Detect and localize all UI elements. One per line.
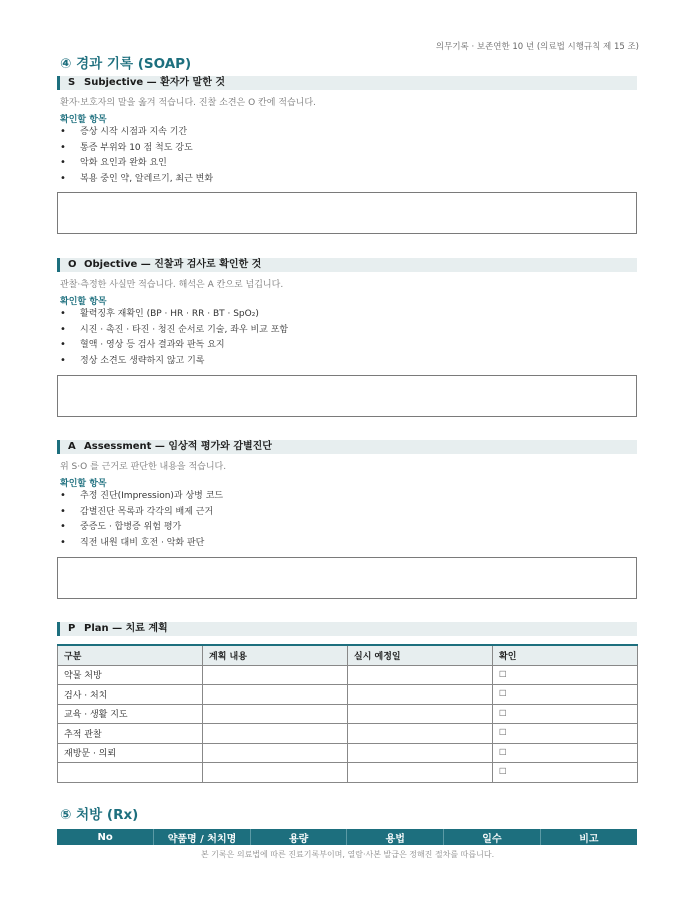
plan-date-cell[interactable] — [348, 704, 493, 724]
plan-content-cell[interactable] — [203, 743, 348, 763]
plan-category-cell: 검사 · 처치 — [58, 685, 203, 705]
column-header: 확인 — [493, 645, 638, 665]
assessment-check-label: 확인할 항목 — [60, 479, 107, 489]
column-header: 용량 — [250, 829, 347, 845]
plan-date-cell[interactable] — [348, 724, 493, 744]
column-header: 계획 내용 — [203, 645, 348, 665]
subjective-heading — [57, 76, 637, 90]
rx-table — [57, 829, 637, 845]
column-header: 용법 — [347, 829, 444, 845]
assessment-input-box[interactable] — [57, 557, 637, 599]
plan-category-cell: 재방문 · 의뢰 — [58, 743, 203, 763]
list-item: • 중증도 · 합병증 위험 평가 — [60, 519, 223, 535]
objective-heading — [57, 258, 637, 272]
confirm-checkbox[interactable]: ☐ — [493, 665, 638, 685]
section-code: P — [68, 623, 76, 634]
list-item: • 혈액 · 영상 등 검사 결과와 판독 요지 — [60, 337, 288, 353]
subjective-description: 환자·보호자의 말을 옮겨 적습니다. 진찰 소견은 O 칸에 적습니다. — [60, 98, 316, 108]
table-row — [58, 724, 638, 744]
subjective-checklist — [60, 124, 213, 186]
assessment-checklist — [60, 488, 223, 550]
objective-description: 관찰·측정한 사실만 적습니다. 해석은 A 칸으로 넘깁니다. — [60, 280, 284, 290]
list-item: • 정상 소견도 생략하지 않고 기록 — [60, 353, 288, 369]
section-code: S — [68, 77, 76, 88]
confirm-checkbox[interactable]: ☐ — [493, 763, 638, 783]
table-row — [58, 743, 638, 763]
list-item: • 복용 중인 약, 알레르기, 최근 변화 — [60, 171, 213, 187]
page-footer-note: 본 기록은 의료법에 따른 진료기록부이며, 열람·사본 발급은 정해진 절차를 따릅니다. — [200, 850, 495, 859]
table-header-row — [58, 645, 638, 665]
plan-category-cell: 약물 처방 — [58, 665, 203, 685]
table-row — [58, 763, 638, 783]
table-row — [58, 685, 638, 705]
plan-date-cell[interactable] — [348, 665, 493, 685]
list-item: • 추정 진단(Impression)과 상병 코드 — [60, 488, 223, 504]
table-header-row — [57, 829, 637, 845]
objective-check-label: 확인할 항목 — [60, 297, 107, 307]
subjective-check-label: 확인할 항목 — [60, 115, 107, 125]
plan-content-cell[interactable] — [203, 763, 348, 783]
plan-date-cell[interactable] — [348, 685, 493, 705]
list-item: • 직전 내원 대비 호전 · 악화 판단 — [60, 535, 223, 551]
plan-date-cell[interactable] — [348, 763, 493, 783]
soap-section-title: ④ 경과 기록 (SOAP) — [60, 56, 192, 72]
assessment-description: 위 S·O 를 근거로 판단한 내용을 적습니다. — [60, 462, 227, 472]
list-item: • 증상 시작 시점과 지속 기간 — [60, 124, 213, 140]
plan-content-cell[interactable] — [203, 685, 348, 705]
column-header: No — [57, 829, 154, 845]
rx-section-title: ⑤ 처방 (Rx) — [60, 807, 139, 823]
subjective-input-box[interactable] — [57, 192, 637, 234]
section-heading-text: Assessment — 임상적 평가와 감별진단 — [84, 441, 272, 452]
section-code: A — [68, 441, 76, 452]
column-header: 일수 — [444, 829, 541, 845]
section-heading-text: Objective — 진찰과 검사로 확인한 것 — [84, 259, 262, 270]
objective-input-box[interactable] — [57, 375, 637, 417]
plan-category-cell[interactable] — [58, 763, 203, 783]
plan-content-cell[interactable] — [203, 704, 348, 724]
section-heading-text: Plan — 치료 계획 — [84, 623, 168, 634]
confirm-checkbox[interactable]: ☐ — [493, 704, 638, 724]
confirm-checkbox[interactable]: ☐ — [493, 724, 638, 744]
objective-checklist — [60, 306, 288, 368]
table-row — [58, 704, 638, 724]
list-item: • 감별진단 목록과 각각의 배제 근거 — [60, 504, 223, 520]
plan-content-cell[interactable] — [203, 724, 348, 744]
list-item: • 시진 · 촉진 · 타진 · 청진 순서로 기술, 좌우 비교 포함 — [60, 322, 288, 338]
section-code: O — [68, 259, 77, 270]
plan-heading — [57, 622, 637, 636]
table-row — [58, 665, 638, 685]
plan-content-cell[interactable] — [203, 665, 348, 685]
confirm-checkbox[interactable]: ☐ — [493, 743, 638, 763]
list-item: • 통증 부위와 10 점 척도 강도 — [60, 140, 213, 156]
section-heading-text: Subjective — 환자가 말한 것 — [84, 77, 226, 88]
plan-table — [57, 644, 638, 783]
column-header: 약품명 / 처치명 — [154, 829, 251, 845]
plan-category-cell: 추적 관찰 — [58, 724, 203, 744]
confirm-checkbox[interactable]: ☐ — [493, 685, 638, 705]
list-item: • 활력징후 재확인 (BP · HR · RR · BT · SpO₂) — [60, 306, 288, 322]
legal-retention-note: 의무기록 · 보존연한 10 년 (의료법 시행규칙 제 15 조) — [435, 42, 639, 52]
column-header: 실시 예정일 — [348, 645, 493, 665]
assessment-heading — [57, 440, 637, 454]
plan-category-cell: 교육 · 생활 지도 — [58, 704, 203, 724]
column-header: 비고 — [540, 829, 637, 845]
column-header: 구분 — [58, 645, 203, 665]
plan-date-cell[interactable] — [348, 743, 493, 763]
list-item: • 악화 요인과 완화 요인 — [60, 155, 213, 171]
